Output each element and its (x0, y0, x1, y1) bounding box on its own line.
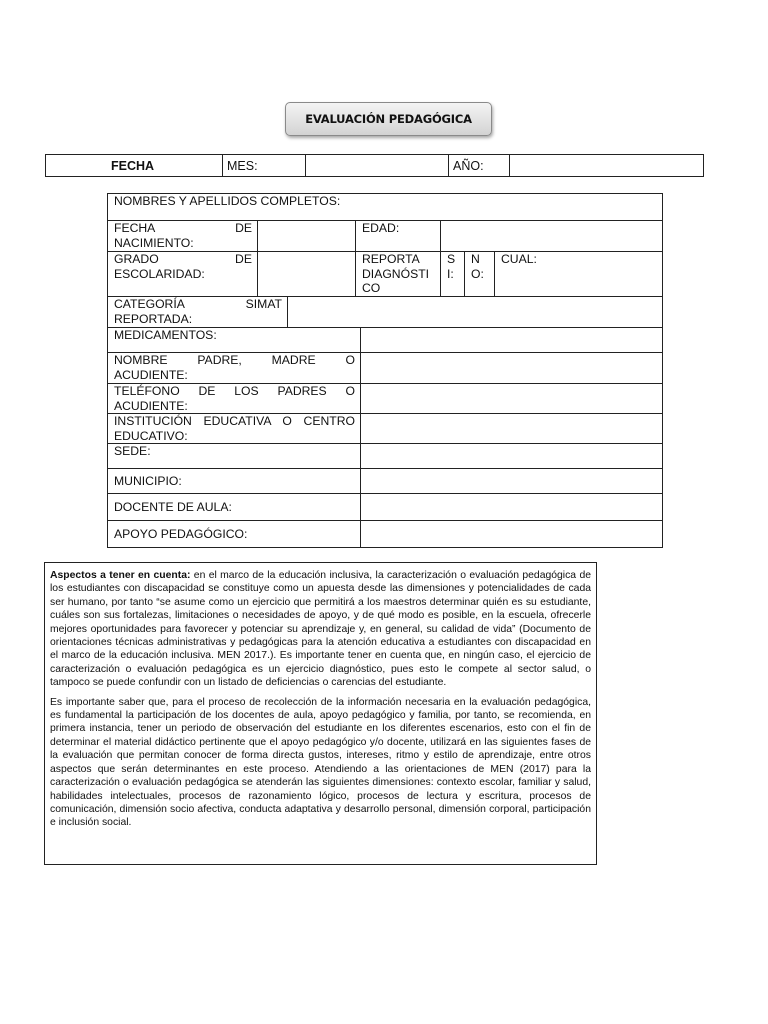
telefono-line1: TELÉFONO DE LOS PADRES O (114, 384, 355, 398)
apoyo-pedagogico-label: APOYO PEDAGÓGICO: (108, 521, 361, 548)
categoria-simat-field[interactable] (288, 297, 663, 328)
aspectos-heading: Aspectos a tener en cuenta: (50, 570, 191, 581)
grado-label (108, 252, 258, 297)
categoria-line1: CATEGORÍA SIMAT (114, 297, 282, 311)
aspectos-paragraph-2: Es importante saber que, para el proceso de recolección de la información necesaria en la evaluación pedagógica, es fundamental la participación de los docentes de aula, apoyo pedagógico y familia, por tanto, se recomienda, en primera instancia, tener un periodo de observación del estudiante en los diferentes escenarios, esto con el fin de determinar el material didáctico pertinente que el apoyo pedagógico y/o docente, utilizará en las siguientes fases de la evaluación que permitan conocer de forma directa gustos, intereses, ritmo y estilo de aprendizaje, entre otros aspectos que serán determinantes en este proceso. Atendiendo a las orientaciones de MEN (2017) para la caracterización o evaluación pedagógica se atenderán las siguientes dimensiones: contexto escolar, familiar y salud, habilidades intelectuales, procesos de razonamiento lógico, procesos de lectura y escritura, procesos de comunicación, dimensión socio afectiva, conducta adaptativa y desarrollo personal, dimensión corporal, participación e inclusión social. (50, 696, 591, 829)
no-option[interactable] (465, 252, 495, 297)
categoria-line2: REPORTADA: (114, 311, 193, 326)
aspectos-p1-text: en el marco de la educación inclusiva, la caracterización o evaluación pedagógica de los estudiantes con discapacidad se constituye como un apuesta desde las dimensiones y potencialidades de cada ser humano, por tanto “se asume como un ejercicio que permitirá a los maestros determinar quién es su estudiante, cuáles son sus fortalezas, limitaciones o necesidades de apoyo, y de qué modo es posible, en la escuela, ofrecerle mejores oportunidades para favorecer y potenciar su aprendizaje y, en general, su calidad de vida” (Documento de orientaciones técnicas administrativas y pedagógicas para la atención educativa a estudiantes con discapacidad en el marco de la educación inclusiva. MEN 2017.). Es importante tener en cuenta que, en ningún caso, el ejercicio de caracterización o evaluación pedagógica es un ejercicio diagnóstico, pues esto le compete al sector salud, o tampoco se puede confundir con un listado de deficiencias o carencias del estudiante. (50, 570, 591, 689)
docente-aula-field[interactable] (361, 494, 663, 521)
cual-label: CUAL: (501, 252, 537, 266)
aspectos-paragraph-1 (50, 569, 591, 690)
grado-line1: GRADO DE (114, 252, 252, 266)
edad-field[interactable] (441, 221, 663, 252)
anio-value-field[interactable] (510, 155, 704, 177)
padre-madre-label (108, 353, 361, 384)
no-line2: O: (471, 266, 484, 281)
fecha-label: FECHA (46, 155, 223, 177)
padre-line1: NOMBRE PADRE, MADRE O (114, 353, 355, 367)
mes-value-field[interactable] (306, 155, 449, 177)
medicamentos-field[interactable] (361, 328, 663, 353)
municipio-label: MUNICIPIO: (108, 469, 361, 494)
si-line1: S (447, 252, 456, 266)
reporta-line1: REPORTA (362, 252, 420, 266)
telefono-label (108, 384, 361, 414)
medicamentos-label: MEDICAMENTOS: (108, 328, 361, 353)
mes-label: MES: (223, 155, 306, 177)
sede-label: SEDE: (108, 444, 361, 469)
institucion-field[interactable] (361, 414, 663, 444)
document-title-text: EVALUACIÓN PEDAGÓGICA (305, 112, 472, 126)
aspectos-box (44, 562, 597, 865)
fecha-nacimiento-field[interactable] (258, 221, 356, 252)
student-info-table (107, 193, 663, 548)
reporta-diagnostico-label (356, 252, 441, 297)
sede-field[interactable] (361, 444, 663, 469)
no-line1: N (471, 252, 480, 266)
institucion-line1: INSTITUCIÓN EDUCATIVA O CENTRO (114, 414, 355, 428)
cual-field[interactable] (495, 252, 663, 297)
si-line2: I: (447, 266, 454, 281)
categoria-simat-label (108, 297, 288, 328)
padre-line2: ACUDIENTE: (114, 367, 188, 382)
grado-field[interactable] (258, 252, 356, 297)
telefono-line2: ACUDIENTE: (114, 398, 188, 413)
institucion-line2: EDUCATIVO: (114, 428, 188, 443)
apoyo-pedagogico-field[interactable] (361, 521, 663, 548)
date-table (45, 154, 704, 177)
edad-label: EDAD: (356, 221, 441, 252)
fecha-nacimiento-line1: FECHA DE (114, 221, 252, 235)
institucion-label (108, 414, 361, 444)
si-option[interactable] (441, 252, 465, 297)
reporta-line2: DIAGNÓSTI (362, 266, 430, 281)
nombres-label: NOMBRES Y APELLIDOS COMPLETOS: (108, 194, 663, 221)
document-title (285, 102, 492, 136)
telefono-field[interactable] (361, 384, 663, 414)
fecha-nacimiento-label (108, 221, 258, 252)
fecha-nacimiento-line2: NACIMIENTO: (114, 235, 194, 250)
anio-label: AÑO: (449, 155, 510, 177)
padre-madre-field[interactable] (361, 353, 663, 384)
municipio-field[interactable] (361, 469, 663, 494)
grado-line2: ESCOLARIDAD: (114, 266, 205, 281)
docente-aula-label: DOCENTE DE AULA: (108, 494, 361, 521)
reporta-line3: CO (362, 281, 381, 295)
